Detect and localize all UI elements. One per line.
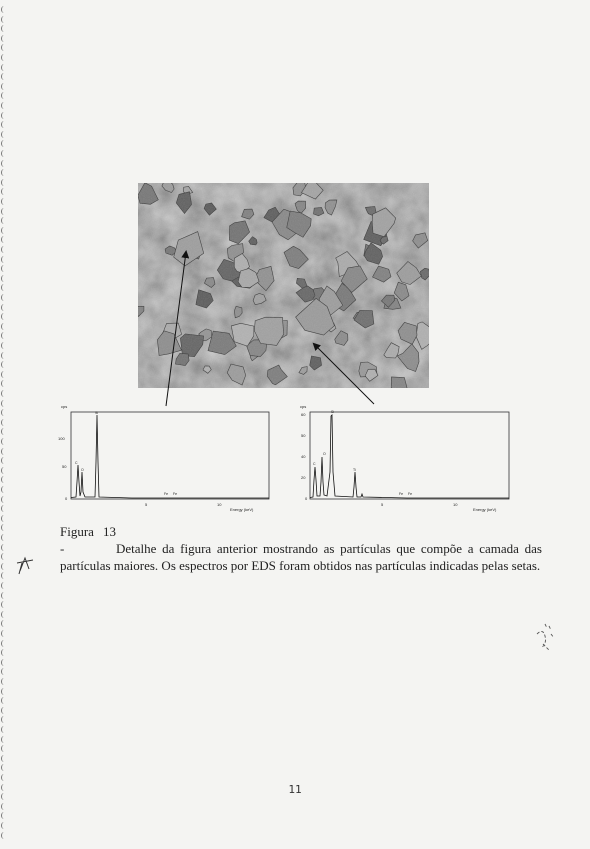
x-tick: 5 xyxy=(145,502,148,507)
binding-hole xyxy=(1,688,7,695)
y-unit: cps xyxy=(61,404,68,409)
peak-label-ti: Ti xyxy=(353,468,356,472)
binding-hole xyxy=(1,620,7,627)
caption-label: Figura 13 - xyxy=(60,524,116,556)
binding-hole xyxy=(1,361,7,368)
binding-hole xyxy=(1,524,7,531)
binding-hole xyxy=(1,553,7,560)
peak-label-c: C xyxy=(75,461,78,465)
binding-hole xyxy=(1,745,7,752)
binding-hole xyxy=(1,16,7,23)
binding-hole xyxy=(1,592,7,599)
binding-hole xyxy=(1,611,7,618)
binding-hole xyxy=(1,409,7,416)
binding-hole xyxy=(1,736,7,743)
y-unit: cps xyxy=(300,404,307,409)
binding-hole xyxy=(1,640,7,647)
binding-hole xyxy=(1,832,7,839)
peak-label-fe: Fe xyxy=(399,492,404,496)
binding-hole xyxy=(1,102,7,109)
page-number: 11 xyxy=(288,783,302,796)
binding-hole xyxy=(1,390,7,397)
binding-holes xyxy=(0,0,10,849)
binding-hole xyxy=(1,812,7,819)
x-tick: 5 xyxy=(381,502,384,507)
binding-hole xyxy=(1,304,7,311)
sem-texture xyxy=(138,183,429,388)
binding-hole xyxy=(1,227,7,234)
binding-hole xyxy=(1,534,7,541)
binding-hole xyxy=(1,630,7,637)
binding-hole xyxy=(1,83,7,90)
binding-hole xyxy=(1,563,7,570)
binding-hole xyxy=(1,419,7,426)
binding-hole xyxy=(1,380,7,387)
y-tick: 0 xyxy=(65,496,68,501)
binding-hole xyxy=(1,716,7,723)
peak-label-fe: Fe xyxy=(408,492,413,496)
spectrum-line xyxy=(71,415,269,498)
y-tick: 60 xyxy=(301,412,306,417)
binding-hole xyxy=(1,428,7,435)
x-tick: 10 xyxy=(217,502,222,507)
binding-hole xyxy=(1,486,7,493)
binding-hole xyxy=(1,236,7,243)
peak-label-si: Si xyxy=(331,410,335,414)
caption-text: Detalhe da figura anterior mostrando as partículas que compõe a camada das partículas maiores. Os espectros por EDS foram obtidos nas partículas indicadas pelas setas. xyxy=(60,541,542,573)
x-tick: 10 xyxy=(453,502,458,507)
binding-hole xyxy=(1,352,7,359)
binding-hole xyxy=(1,803,7,810)
handwritten-star-mark xyxy=(14,554,36,576)
x-axis-label: Energy (keV) xyxy=(230,507,254,512)
x-axis-label: Energy (keV) xyxy=(473,507,497,512)
binding-hole xyxy=(1,140,7,147)
binding-hole xyxy=(1,457,7,464)
binding-hole xyxy=(1,697,7,704)
binding-hole xyxy=(1,707,7,714)
binding-hole xyxy=(1,169,7,176)
binding-hole xyxy=(1,198,7,205)
binding-hole xyxy=(1,73,7,80)
y-tick: 50 xyxy=(301,433,306,438)
binding-hole xyxy=(1,246,7,253)
binding-hole xyxy=(1,188,7,195)
binding-hole xyxy=(1,649,7,656)
y-tick: 40 xyxy=(301,454,306,459)
binding-hole xyxy=(1,726,7,733)
binding-hole xyxy=(1,400,7,407)
binding-hole xyxy=(1,131,7,138)
binding-hole xyxy=(1,275,7,282)
handwritten-scribble-mark xyxy=(531,620,557,654)
plot-frame xyxy=(310,412,509,499)
peak-label-o: O xyxy=(81,468,84,472)
binding-hole xyxy=(1,323,7,330)
figure-caption xyxy=(60,523,542,574)
binding-hole xyxy=(1,755,7,762)
binding-hole xyxy=(1,64,7,71)
peak-label-c: C xyxy=(313,462,316,466)
y-tick: 0 xyxy=(305,496,308,501)
binding-hole xyxy=(1,112,7,119)
peak-label-o: O xyxy=(323,452,326,456)
binding-hole xyxy=(1,92,7,99)
y-tick: 100 xyxy=(58,436,65,441)
binding-hole xyxy=(1,179,7,186)
binding-hole xyxy=(1,601,7,608)
peak-label-fe: Fe xyxy=(164,492,169,496)
binding-hole xyxy=(1,150,7,157)
peak-label-si: Si xyxy=(95,411,99,415)
binding-hole xyxy=(1,774,7,781)
binding-hole xyxy=(1,25,7,32)
binding-hole xyxy=(1,256,7,263)
binding-hole xyxy=(1,35,7,42)
binding-hole xyxy=(1,678,7,685)
binding-hole xyxy=(1,313,7,320)
binding-hole xyxy=(1,467,7,474)
binding-hole xyxy=(1,822,7,829)
binding-hole xyxy=(1,582,7,589)
binding-hole xyxy=(1,160,7,167)
y-tick: 20 xyxy=(301,475,306,480)
binding-hole xyxy=(1,44,7,51)
binding-hole xyxy=(1,6,7,13)
binding-hole xyxy=(1,332,7,339)
binding-hole xyxy=(1,515,7,522)
peak-label-fe: Fe xyxy=(173,492,178,496)
binding-hole xyxy=(1,448,7,455)
binding-hole xyxy=(1,764,7,771)
sem-micrograph xyxy=(138,183,429,388)
binding-hole xyxy=(1,265,7,272)
binding-hole xyxy=(1,54,7,61)
binding-hole xyxy=(1,438,7,445)
binding-hole xyxy=(1,342,7,349)
binding-hole xyxy=(1,208,7,215)
eds-spectrum-right xyxy=(287,402,517,514)
spectrum-line xyxy=(310,415,509,498)
binding-hole xyxy=(1,371,7,378)
plot-frame xyxy=(71,412,269,499)
binding-hole xyxy=(1,544,7,551)
binding-hole xyxy=(1,505,7,512)
binding-hole xyxy=(1,659,7,666)
binding-hole xyxy=(1,284,7,291)
binding-hole xyxy=(1,294,7,301)
binding-hole xyxy=(1,121,7,128)
binding-hole xyxy=(1,496,7,503)
y-tick: 50 xyxy=(62,464,67,469)
binding-hole xyxy=(1,572,7,579)
eds-spectrum-left xyxy=(52,402,277,514)
binding-hole xyxy=(1,476,7,483)
binding-hole xyxy=(1,217,7,224)
binding-hole xyxy=(1,668,7,675)
